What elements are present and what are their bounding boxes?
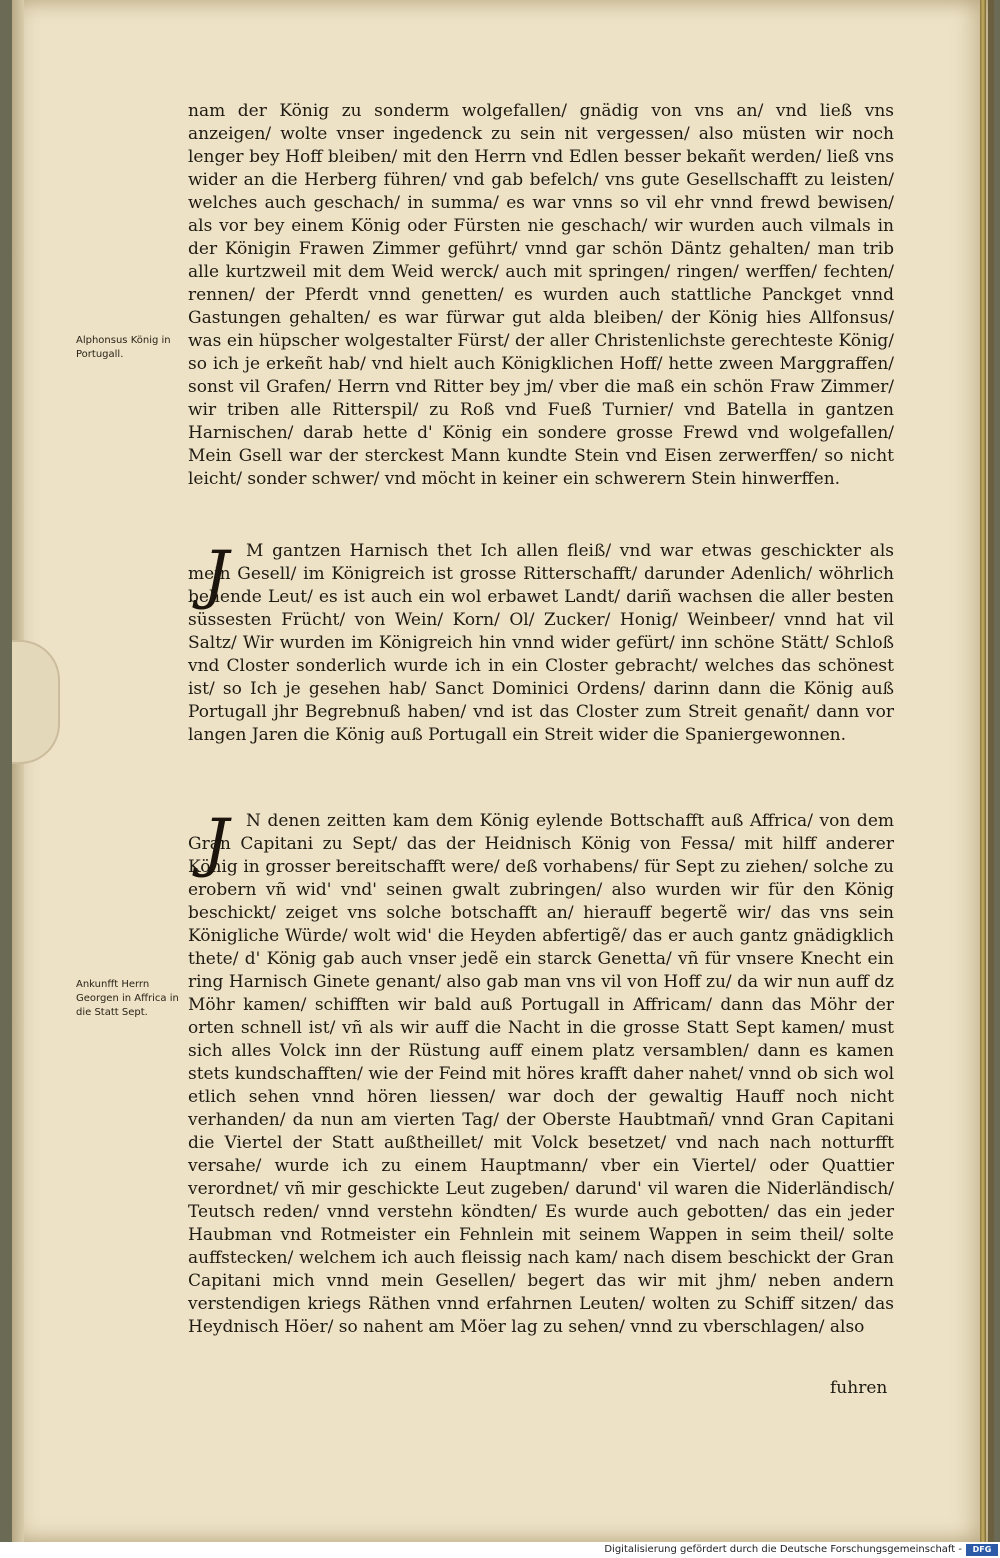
gilded-fore-edge bbox=[980, 0, 986, 1542]
digitization-footer bbox=[0, 1542, 1000, 1558]
drop-cap-1: J bbox=[203, 538, 229, 612]
paragraph-1: nam der König zu sonderm wolgefallen/ gnädig von vns an/ vnd ließ vns anzeigen/ wolte vnser ingedenck zu sein nit vergessen/ also müsten wir noch lenger bey Hoff bleiben/ mit den Herrn vnd Edlen besser bekañt werden/ ließ vns wider an die Herberg führen/ vnd gab befelch/ vns gute Gesellschafft zu leisten/ welches auch geschach/ in summa/ es war vnns so vil ehr vnnd frewd bewisen/ als vor bey einem König oder Fürsten nie geschach/ wir wurden auch vilmals in der Königin Frawen Zimmer geführt/ vnnd gar schön Däntz gehalten/ man trib alle kurtzweil mit dem Weid werck/ auch mit springen/ ringen/ werffen/ fechten/ rennen/ der Pferdt vnnd genetten/ es wurden auch stattliche Panckget vnnd Gastungen gehalten/ es war fürwar gut alda bleiben/ der König hies Allfonsus/ was ein hüpscher wolgestalter Fürst/ der aller Christenlichste gerechteste König/ so ich je erkeñt hab/ vnd hielt auch Königklichen Hoff/ hette zween Marggraffen/ sonst vil Grafen/ Herrn vnd Ritter bey jm/ vber die maß ein schön Fraw Zimmer/ wir triben alle Ritterspil/ zu Roß vnd Fueß Turnier/ vnd Batella in gantzen Harnischen/ darab hette d' König ein sondere grosse Frewd vnd wolgefallen/ Mein Gsell war der sterckest Mann kundte Stein vnd Eisen zerwerffen/ so nicht leicht/ sonder schwer/ vnd möcht in keiner ein schwerern Stein hinwerffen. bbox=[188, 101, 894, 489]
drop-cap-2: J bbox=[203, 806, 229, 880]
catchword: fuhren bbox=[830, 1378, 888, 1398]
dfg-logo-icon: DFG bbox=[966, 1544, 998, 1556]
page-tab-clip bbox=[12, 640, 60, 764]
marginal-note-ankunfft: Ankunfft Herrn Georgen in Affrica in die Statt Sept. bbox=[76, 979, 179, 1018]
paragraph-3: N denen zeitten kam dem König eylende Bottschafft auß Affrica/ von dem Gran Capitani zu Sept/ das der Heidnisch König von Fessa/ mit hilff anderer König in grosser bereitschafft were/ deß vorhabens/ für Sept zu ziehen/ solche zu erobern vñ wid' vnd' seinen gwalt zubringen/ also wurden wir für den König beschickt/ zeiget vns solche botschafft an/ hierauff begertẽ wir/ das vns sein Königliche Würde/ wolt wid' die Heyden abfertigẽ/ das er auch gantz gnädigklich thete/ d' König gab auch vnser jedẽ ein starck Genetta/ vñ für vnsere Knecht ein ring Harnisch Ginete genant/ also gab man vns vil von Hoff zu/ da wir nun auff dz Möhr kamen/ schifften wir bald auß Portugall in Affricam/ dann das Möhr der orten schnell ist/ vñ als wir auff die Nacht in die grosse Statt Sept kamen/ must sich alles Volck inn der Rüstung auff einem platz versamblen/ dann es kamen stets kundschafften/ wie der Feind mit höres krafft daher nahet/ vnnd ob sich wol etlich sehen vnnd hören liessen/ war doch der gewaltig Hauff noch nicht verhanden/ da nun am vierten Tag/ der Oberste Haubtmañ/ vnnd Gran Capitani die Viertel der Statt außtheillet/ mit Volck besetzet/ vnd nach nach notturfft versahe/ wurde ich zu einem Hauptmann/ vber ein Viertel/ oder Quattier verordnet/ vñ mir geschickte Leut zugeben/ darund' vil waren die Niderländisch/ Teutsch reden/ vnnd verstehn köndten/ Es wurde auch gebotten/ das ein jeder Haubman vnd Rotmeister ein Fehnlein mit seinem Wappen in seim theil/ solte auffstecken/ welchem ich auch fleissig nach kam/ nach disem beschickt der Gran Capitani mich vnnd mein Gesellen/ begert das wir mit jhm/ neben andern verstendigen kriegs Räthen vnnd erfahrnen Leuten/ wolten zu Schiff sitzen/ das Heydnisch Höer/ so nahent am Möer lag zu sehen/ vnnd zu vberschlagen/ also bbox=[188, 811, 894, 1337]
book-page bbox=[12, 0, 994, 1542]
footer-credit: Digitalisierung gefördert durch die Deutsche Forschungsgemeinschaft - bbox=[604, 1544, 962, 1555]
paragraph-2: M gantzen Harnisch thet Ich allen fleiß/ vnd war etwas geschickter als mein Gesell/ im Königreich ist grosse Ritterschafft/ darunder Adenlich/ wöhrlich behende Leut/ es ist auch ein wol erbawet Landt/ dariñ wachsen die aller besten süssesten Frücht/ von Wein/ Korn/ Ol/ Zucker/ Honig/ Weinbeer/ vnnd hat vil Saltz/ Wir wurden im Königreich hin vnnd wider gefürt/ inn schöne Stätt/ Schloß vnd Closter sonderlich wurde ich in ein Closter gebracht/ welches das schönest ist/ so Ich je gesehen hab/ Sanct Dominici Ordens/ darinn dann die König auß Portugall jhr Begrebnuß haben/ vnd ist das Closter zum Streit genañt/ dann vor langen Jaren die König auß Portugall ein Streit wider die Spaniergewonnen. bbox=[188, 541, 894, 745]
page-edge bbox=[12, 0, 24, 1542]
marginal-note-alphonsus: Alphonsus König in Portugall. bbox=[76, 335, 171, 360]
